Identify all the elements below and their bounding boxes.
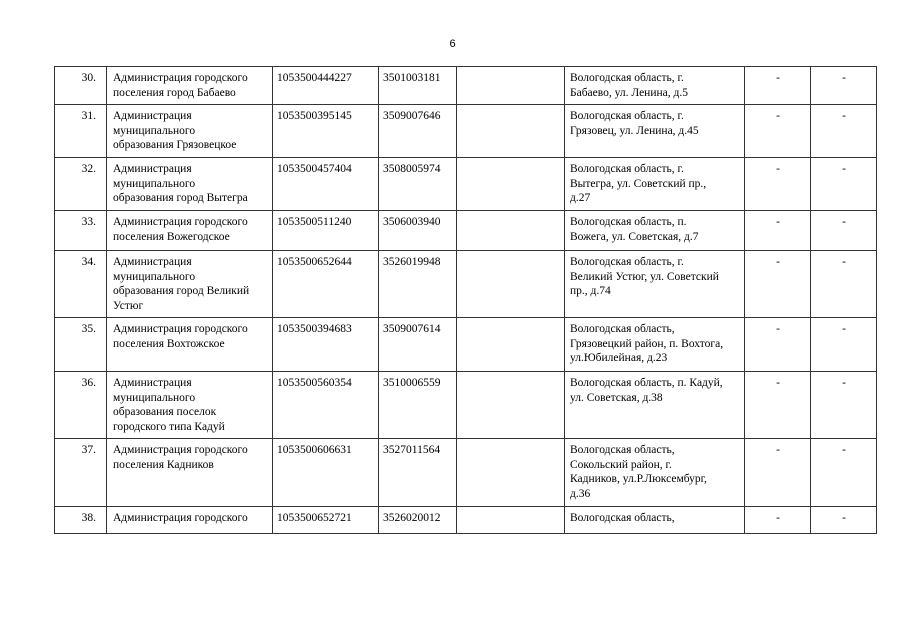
dash-cell: - [745,318,811,372]
inn-cell: 3526020012 [379,507,457,534]
dash-cell: - [811,158,877,211]
organization-name-text: Администрация муниципального образования поселок городского типа Кадуй [113,377,225,433]
organization-name [107,439,273,507]
ogrn-cell: 1053500606631 [273,439,379,507]
empty-cell [457,251,565,318]
address-text: Вологодская область, Сокольский район, г. Кадников, ул.Р.Люксембург, д.36 [570,444,707,500]
organization-name [107,507,273,534]
organization-name [107,318,273,372]
address-cell [565,507,745,534]
row-number: 32. [55,158,107,211]
page-number: 6 [449,38,456,50]
address-cell [565,105,745,158]
address-text: Вологодская область, [570,512,675,524]
row-number: 34. [55,251,107,318]
dash-cell: - [811,439,877,507]
organization-name [107,105,273,158]
dash-cell: - [811,318,877,372]
table-row [55,372,877,439]
empty-cell [457,507,565,534]
organization-name [107,67,273,105]
table-row [55,318,877,372]
address-text: Вологодская область, Грязовецкий район, п. Вохтога, ул.Юбилейная, д.23 [570,323,724,364]
dash-cell: - [745,372,811,439]
dash-cell: - [811,372,877,439]
inn-cell: 3509007614 [379,318,457,372]
table-row [55,105,877,158]
dash-cell: - [745,251,811,318]
ogrn-cell: 1053500444227 [273,67,379,105]
address-text: Вологодская область, п. Кадуй, ул. Советская, д.38 [570,377,723,404]
organization-name-text: Администрация городского поселения Вожегодское [113,216,248,243]
ogrn-cell: 1053500394683 [273,318,379,372]
ogrn-cell: 1053500652721 [273,507,379,534]
row-number: 33. [55,211,107,251]
dash-cell: - [745,211,811,251]
address-cell [565,211,745,251]
empty-cell [457,439,565,507]
organization-name-text: Администрация городского [113,512,248,524]
dash-cell: - [811,67,877,105]
inn-cell: 3527011564 [379,439,457,507]
organization-name-text: Администрация муниципального образования город Вытегра [113,163,248,204]
address-cell [565,67,745,105]
row-number: 37. [55,439,107,507]
address-cell [565,439,745,507]
table-row [55,211,877,251]
ogrn-cell: 1053500560354 [273,372,379,439]
address-cell [565,158,745,211]
address-cell [565,251,745,318]
empty-cell [457,372,565,439]
empty-cell [457,158,565,211]
inn-cell: 3510006559 [379,372,457,439]
dash-cell: - [811,251,877,318]
row-number: 35. [55,318,107,372]
address-cell [565,318,745,372]
dash-cell: - [745,507,811,534]
dash-cell: - [745,158,811,211]
organization-name [107,158,273,211]
organization-name [107,251,273,318]
row-number: 30. [55,67,107,105]
ogrn-cell: 1053500395145 [273,105,379,158]
table-row [55,158,877,211]
organization-name [107,372,273,439]
dash-cell: - [811,507,877,534]
inn-cell: 3506003940 [379,211,457,251]
organization-name-text: Администрация городского поселения город Бабаево [113,72,248,99]
dash-cell: - [745,67,811,105]
table-row [55,251,877,318]
address-text: Вологодская область, г. Вытегра, ул. Советский пр., д.27 [570,163,707,204]
table-row [55,507,877,534]
inn-cell: 3501003181 [379,67,457,105]
ogrn-cell: 1053500457404 [273,158,379,211]
address-text: Вологодская область, г. Великий Устюг, ул. Советский пр., д.74 [570,256,719,297]
dash-cell: - [811,211,877,251]
dash-cell: - [745,105,811,158]
dash-cell: - [811,105,877,158]
organization-name-text: Администрация городского поселения Вохтожское [113,323,248,350]
inn-cell: 3526019948 [379,251,457,318]
inn-cell: 3508005974 [379,158,457,211]
ogrn-cell: 1053500652644 [273,251,379,318]
empty-cell [457,318,565,372]
address-text: Вологодская область, г. Грязовец, ул. Ленина, д.45 [570,110,699,137]
table-row [55,439,877,507]
organization-name [107,211,273,251]
empty-cell [457,67,565,105]
table-row [55,67,877,105]
empty-cell [457,105,565,158]
address-text: Вологодская область, г. Бабаево, ул. Ленина, д.5 [570,72,688,99]
organization-name-text: Администрация муниципального образования Грязовецкое [113,110,237,151]
row-number: 38. [55,507,107,534]
address-text: Вологодская область, п. Вожега, ул. Советская, д.7 [570,216,699,243]
dash-cell: - [745,439,811,507]
organization-name-text: Администрация муниципального образования город Великий Устюг [113,256,250,312]
row-number: 36. [55,372,107,439]
inn-cell: 3509007646 [379,105,457,158]
organizations-table [54,66,877,534]
address-cell [565,372,745,439]
organization-name-text: Администрация городского поселения Кадников [113,444,248,471]
ogrn-cell: 1053500511240 [273,211,379,251]
row-number: 31. [55,105,107,158]
empty-cell [457,211,565,251]
table-body [55,67,877,534]
